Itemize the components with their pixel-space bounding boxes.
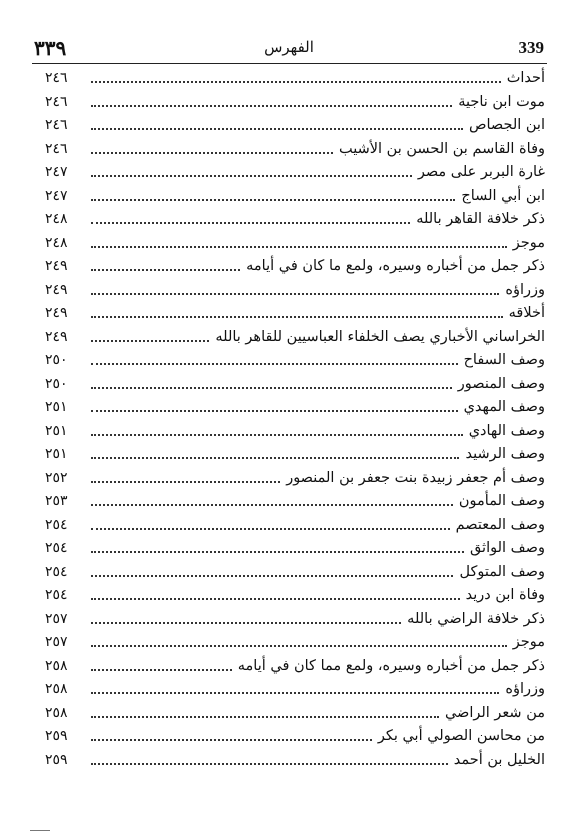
dot-leader bbox=[91, 739, 372, 741]
toc-entry-title: موت ابن ناجية bbox=[458, 93, 545, 110]
toc-entry-title: وزراؤه bbox=[505, 281, 545, 298]
footer-mark bbox=[30, 830, 50, 831]
toc-entry-page: ٢٤٦ bbox=[45, 117, 68, 133]
dot-leader bbox=[91, 293, 499, 295]
toc-entry-title: وصف المأمون bbox=[458, 493, 545, 509]
toc-entry-page: ٢٥٤ bbox=[45, 563, 68, 580]
dot-leader bbox=[91, 716, 439, 718]
dot-leader bbox=[91, 763, 448, 765]
toc-entry-page: ٢٥٨ bbox=[45, 657, 68, 674]
toc-entry-title: وفاة ابن دريد bbox=[465, 587, 545, 603]
running-title: الفهرس bbox=[264, 38, 314, 56]
toc-entry bbox=[45, 582, 545, 605]
toc-entry-title: وصف السفاح bbox=[463, 352, 545, 368]
toc-entry-title: وصف المهدي bbox=[463, 399, 545, 415]
toc-entry-title: وفاة القاسم بن الحسن بن الأشيب bbox=[339, 140, 545, 157]
toc-entry-title: موجز bbox=[512, 634, 545, 650]
toc-entry-page: ٢٤٩ bbox=[45, 281, 68, 298]
toc-entry-page: ٢٥٨ bbox=[45, 704, 68, 721]
toc-entry bbox=[45, 65, 545, 88]
toc-entry-page: ٢٥٠ bbox=[45, 352, 68, 368]
dot-leader bbox=[91, 81, 501, 83]
toc-entry-title: وصف الرشيد bbox=[465, 446, 545, 462]
dot-leader bbox=[91, 387, 452, 389]
toc-entry bbox=[45, 700, 545, 723]
toc-entry-page: ٢٥٧ bbox=[45, 610, 68, 627]
toc-entry-page: ٢٥٠ bbox=[45, 375, 68, 392]
toc-entry bbox=[45, 277, 545, 300]
toc-entry-title: وصف المعتصم bbox=[455, 516, 545, 533]
toc-entry-title: وصف الواثق bbox=[469, 540, 545, 556]
toc-entry bbox=[45, 465, 545, 488]
toc-entry-page: ٢٥٢ bbox=[45, 469, 68, 486]
toc-entry bbox=[45, 394, 545, 417]
toc-entry-title: ابن الجصاص bbox=[468, 117, 545, 133]
toc-entry bbox=[45, 653, 545, 676]
toc-entry-title: أحداث bbox=[506, 70, 545, 86]
toc-entry bbox=[45, 441, 545, 464]
toc-entry bbox=[45, 535, 545, 558]
toc-entry-page: ٢٥٤ bbox=[45, 540, 68, 556]
toc-entry-title: ذكر خلافة القاهر بالله bbox=[416, 211, 545, 227]
toc-entry-page: ٢٥٤ bbox=[45, 587, 68, 603]
dot-leader bbox=[91, 481, 280, 483]
dot-leader bbox=[91, 105, 452, 107]
toc-entry-page: ٢٥٣ bbox=[45, 493, 68, 509]
dot-leader bbox=[91, 669, 232, 671]
dot-leader bbox=[91, 222, 410, 224]
dot-leader bbox=[91, 246, 507, 248]
toc-entry-title: من شعر الراضي bbox=[444, 704, 545, 721]
toc-entry-page: ٢٥١ bbox=[45, 422, 68, 439]
dot-leader bbox=[91, 175, 412, 177]
toc-entry-title: من محاسن الصولي أبي بكر bbox=[377, 728, 545, 744]
page-number-arabic: ٣٣٩ bbox=[34, 36, 67, 60]
dot-leader bbox=[91, 269, 240, 271]
dot-leader bbox=[91, 504, 453, 506]
toc-entry-page: ٢٤٧ bbox=[45, 187, 68, 204]
toc-entry-page: ٢٤٦ bbox=[45, 140, 68, 157]
toc-entry bbox=[45, 112, 545, 135]
toc-entry bbox=[45, 136, 545, 159]
dot-leader bbox=[91, 410, 458, 412]
dot-leader bbox=[91, 622, 401, 624]
toc-entry-page: ٢٥١ bbox=[45, 446, 68, 462]
dot-leader bbox=[91, 340, 209, 342]
dot-leader bbox=[91, 363, 458, 365]
toc-entry-page: ٢٥٨ bbox=[45, 681, 68, 697]
toc-entry-title: وصف أم جعفر زبيدة بنت جعفر بن المنصور bbox=[286, 469, 545, 486]
dot-leader bbox=[91, 598, 460, 600]
toc-entry bbox=[45, 324, 545, 347]
toc-entry bbox=[45, 183, 545, 206]
toc-entry-title: موجز bbox=[512, 234, 545, 251]
toc-entry bbox=[45, 629, 545, 652]
toc-entry-title: ابن أبي الساج bbox=[461, 187, 545, 204]
toc-entry-page: ٢٥٤ bbox=[45, 516, 68, 533]
toc-entry bbox=[45, 723, 545, 746]
toc-entry-title: الخراساني الأخباري يصف الخلفاء العباسيين للقاهر بالله bbox=[215, 328, 545, 345]
dot-leader bbox=[91, 199, 455, 201]
toc-entry-page: ٢٥٩ bbox=[45, 751, 68, 768]
toc-entry bbox=[45, 371, 545, 394]
toc-entry-title: أخلاقه bbox=[508, 305, 545, 321]
toc-entry bbox=[45, 253, 545, 276]
toc-entry-page: ٢٥١ bbox=[45, 399, 68, 415]
toc-entry-page: ٢٤٨ bbox=[45, 211, 68, 227]
toc-entry bbox=[45, 747, 545, 770]
toc-entry-title: وصف المتوكل bbox=[459, 563, 545, 580]
toc-entry bbox=[45, 159, 545, 182]
dot-leader bbox=[91, 692, 499, 694]
toc-entry-page: ٢٤٧ bbox=[45, 164, 68, 180]
toc-entry-title: وصف المنصور bbox=[457, 375, 545, 392]
toc-entry-title: وزراؤه bbox=[505, 681, 545, 697]
toc-entry-page: ٢٤٩ bbox=[45, 328, 68, 345]
dot-leader bbox=[91, 551, 464, 553]
toc-entry bbox=[45, 512, 545, 535]
dot-leader bbox=[91, 434, 463, 436]
toc-entry-page: ٢٤٩ bbox=[45, 258, 68, 274]
toc-entry bbox=[45, 89, 545, 112]
dot-leader bbox=[91, 316, 503, 318]
dot-leader bbox=[91, 128, 463, 130]
toc-entry-title: ذكر خلافة الراضي بالله bbox=[407, 610, 545, 627]
toc-entry bbox=[45, 347, 545, 370]
dot-leader bbox=[91, 575, 453, 577]
toc-entry bbox=[45, 488, 545, 511]
dot-leader bbox=[91, 152, 333, 154]
dot-leader bbox=[91, 645, 507, 647]
dot-leader bbox=[91, 457, 459, 459]
toc-entry bbox=[45, 230, 545, 253]
toc-entry bbox=[45, 206, 545, 229]
toc-entry-page: ٢٥٧ bbox=[45, 634, 68, 650]
toc-entry-page: ٢٤٩ bbox=[45, 305, 68, 321]
toc-entry bbox=[45, 559, 545, 582]
toc-entry-title: ذكر جمل من أخباره وسيره، ولمع مما كان في أيامه bbox=[237, 657, 545, 674]
toc-entry-title: ذكر جمل من أخباره وسيره، ولمع ما كان في أيامه bbox=[246, 258, 545, 274]
toc-entry-title: الخليل بن أحمد bbox=[453, 751, 545, 768]
toc-entry bbox=[45, 606, 545, 629]
toc-entry-page: ٢٥٩ bbox=[45, 728, 68, 744]
toc-entry-page: ٢٤٦ bbox=[45, 70, 68, 86]
toc-entry-page: ٢٤٨ bbox=[45, 234, 68, 251]
dot-leader bbox=[91, 528, 450, 530]
toc-entry bbox=[45, 300, 545, 323]
page-number-latin: 339 bbox=[518, 38, 544, 57]
toc-entry bbox=[45, 418, 545, 441]
toc-entry-page: ٢٤٦ bbox=[45, 93, 68, 110]
toc-entry bbox=[45, 676, 545, 699]
toc-entry-title: غارة البربر على مصر bbox=[417, 164, 545, 180]
toc-entry-title: وصف الهادي bbox=[468, 422, 545, 439]
